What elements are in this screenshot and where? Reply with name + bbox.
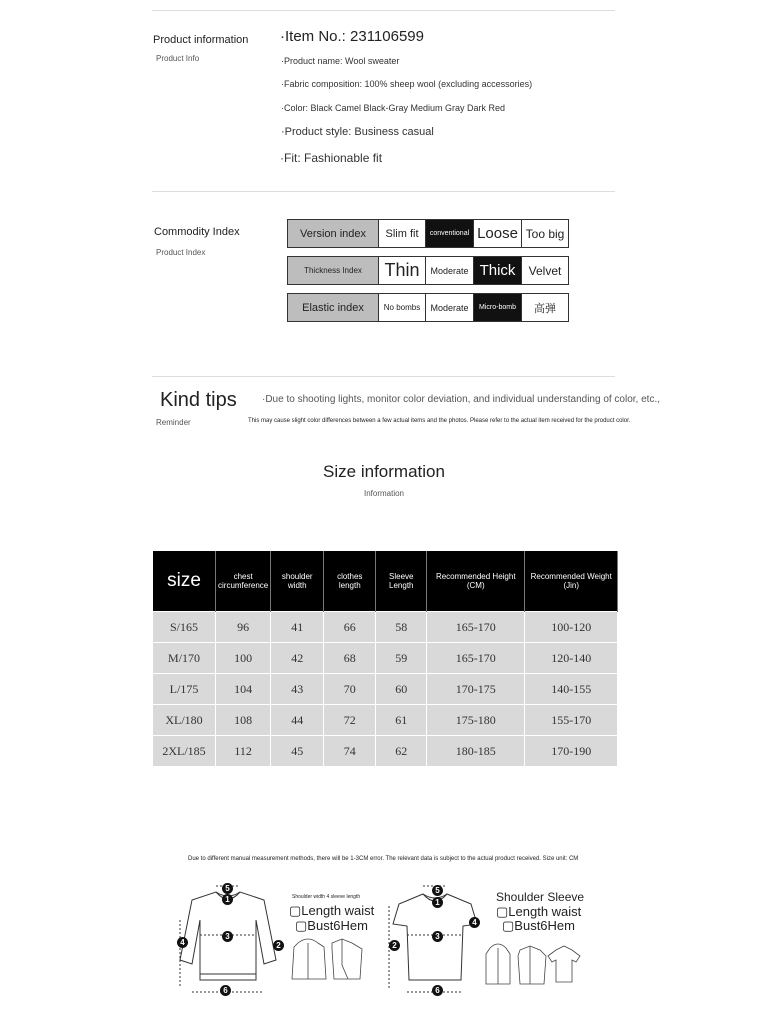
marker-box-icon: ▢ bbox=[289, 903, 302, 918]
kind-tips-title: Kind tips bbox=[160, 389, 237, 411]
elastic-index-row bbox=[287, 293, 569, 322]
cell-chest: 104 bbox=[216, 674, 271, 705]
marker-2-icon: 2 bbox=[273, 940, 284, 951]
cell-weight: 120-140 bbox=[525, 643, 618, 674]
marker-box-icon: ▢ bbox=[496, 904, 509, 919]
divider-top bbox=[152, 10, 615, 11]
version-index-label: Version index bbox=[287, 219, 379, 248]
header-shoulder: shoulder width bbox=[271, 551, 324, 612]
product-info-title: Product information bbox=[153, 34, 249, 46]
size-info-title: Size information bbox=[323, 462, 445, 481]
table-row bbox=[153, 612, 618, 643]
version-too-big: Too big bbox=[521, 219, 569, 248]
cell-size: S/165 bbox=[153, 612, 216, 643]
header-sleeve: Sleeve Length bbox=[376, 551, 427, 612]
cell-sleeve: 62 bbox=[376, 736, 427, 767]
cell-length: 72 bbox=[324, 705, 376, 736]
right-diagram-line1: ▢Length waist bbox=[496, 904, 582, 919]
marker-1-icon: 1 bbox=[222, 894, 233, 905]
fabric-composition: ·Fabric composition: 100% sheep wool (excluding accessories) bbox=[281, 79, 533, 89]
version-loose: Loose bbox=[473, 219, 522, 248]
left-diagram-small-label: Shoulder width 4 sleeve length bbox=[292, 894, 361, 900]
elastic-micro-bomb: Micro-bomb bbox=[473, 293, 522, 322]
measurement-note: Due to different manual measurement methods, there will be 1-3CM error. The relevant data is subject to the actual product received. Size unit: CM bbox=[188, 856, 579, 862]
marker-3-icon: 3 bbox=[222, 931, 233, 942]
cell-sleeve: 59 bbox=[376, 643, 427, 674]
table-row bbox=[153, 674, 618, 705]
cell-shoulder: 42 bbox=[271, 643, 324, 674]
elastic-no-bombs: No bombs bbox=[378, 293, 426, 322]
elastic-moderate: Moderate bbox=[425, 293, 474, 322]
cell-size: L/175 bbox=[153, 674, 216, 705]
kind-tips-subtitle: Reminder bbox=[156, 418, 191, 427]
marker-box-icon: ▢ bbox=[502, 918, 515, 933]
commodity-index-subtitle: Product Index bbox=[156, 248, 206, 257]
header-weight: Recommended Weight (Jin) bbox=[525, 551, 618, 612]
jacket-sketches bbox=[290, 935, 366, 985]
cell-size: M/170 bbox=[153, 643, 216, 674]
cell-shoulder: 41 bbox=[271, 612, 324, 643]
kind-tips-line1: ·Due to shooting lights, monitor color deviation, and individual understanding of color, etc., bbox=[262, 394, 661, 405]
header-height: Recommended Height (CM) bbox=[427, 551, 525, 612]
divider-index bbox=[152, 376, 615, 377]
marker-4-icon: 4 bbox=[469, 917, 480, 928]
cell-chest: 100 bbox=[216, 643, 271, 674]
thickness-thin: Thin bbox=[378, 256, 426, 285]
table-row bbox=[153, 643, 618, 674]
cell-length: 68 bbox=[324, 643, 376, 674]
cell-weight: 100-120 bbox=[525, 612, 618, 643]
table-row bbox=[153, 736, 618, 767]
commodity-index-title: Commodity Index bbox=[154, 226, 240, 238]
header-length: clothes length bbox=[324, 551, 376, 612]
marker-3-icon: 3 bbox=[432, 931, 443, 942]
marker-box-icon: ▢ bbox=[295, 918, 308, 933]
header-chest: chest circumference bbox=[216, 551, 271, 612]
kind-tips-line2: This may cause slight color differences between a few actual items and the photos. Please refer to the actual item received for the product color. bbox=[248, 418, 631, 424]
size-table-header bbox=[153, 551, 618, 612]
cell-weight: 155-170 bbox=[525, 705, 618, 736]
thickness-index-label: Thickness Index bbox=[287, 256, 379, 285]
version-slim: Slim fit bbox=[378, 219, 426, 248]
cell-chest: 112 bbox=[216, 736, 271, 767]
cell-sleeve: 60 bbox=[376, 674, 427, 705]
cell-height: 175-180 bbox=[427, 705, 525, 736]
item-number: ·Item No.: 231106599 bbox=[280, 28, 424, 45]
version-conventional: conventional bbox=[425, 219, 474, 248]
product-name: ·Product name: Wool sweater bbox=[281, 56, 400, 66]
cell-size: XL/180 bbox=[153, 705, 216, 736]
cell-height: 170-175 bbox=[427, 674, 525, 705]
product-info-subtitle: Product Info bbox=[156, 54, 200, 63]
divider-info bbox=[152, 191, 615, 192]
marker-5-icon: 5 bbox=[222, 883, 233, 894]
cell-sleeve: 61 bbox=[376, 705, 427, 736]
marker-6-icon: 6 bbox=[432, 985, 443, 996]
cell-sleeve: 58 bbox=[376, 612, 427, 643]
header-size: size bbox=[153, 551, 216, 612]
elastic-high: 高弹 bbox=[521, 293, 569, 322]
marker-6-icon: 6 bbox=[220, 985, 231, 996]
product-fit: ·Fit: Fashionable fit bbox=[280, 151, 383, 165]
left-diagram-line2: ▢Bust6Hem bbox=[295, 918, 368, 933]
product-color: ·Color: Black Camel Black-Gray Medium Gray Dark Red bbox=[281, 103, 506, 113]
size-info-subtitle: Information bbox=[363, 489, 405, 498]
cell-chest: 96 bbox=[216, 612, 271, 643]
marker-1-icon: 1 bbox=[432, 897, 443, 908]
cell-weight: 170-190 bbox=[525, 736, 618, 767]
cell-length: 70 bbox=[324, 674, 376, 705]
cell-shoulder: 43 bbox=[271, 674, 324, 705]
table-row bbox=[153, 705, 618, 736]
product-style: ·Product style: Business casual bbox=[281, 126, 434, 138]
cell-chest: 108 bbox=[216, 705, 271, 736]
version-index-row bbox=[287, 219, 569, 248]
elastic-index-label: Elastic index bbox=[287, 293, 379, 322]
cell-length: 74 bbox=[324, 736, 376, 767]
thickness-moderate: Moderate bbox=[425, 256, 474, 285]
thickness-index-row bbox=[287, 256, 569, 285]
cell-height: 180-185 bbox=[427, 736, 525, 767]
cell-weight: 140-155 bbox=[525, 674, 618, 705]
marker-5-icon: 5 bbox=[432, 885, 443, 896]
thickness-velvet: Velvet bbox=[521, 256, 569, 285]
cell-height: 165-170 bbox=[427, 643, 525, 674]
cell-shoulder: 44 bbox=[271, 705, 324, 736]
marker-2-icon: 2 bbox=[389, 940, 400, 951]
marker-4-icon: 4 bbox=[177, 937, 188, 948]
shirt-sketches bbox=[484, 940, 582, 988]
thickness-thick: Thick bbox=[473, 256, 522, 285]
cell-shoulder: 45 bbox=[271, 736, 324, 767]
right-diagram-line2: ▢Bust6Hem bbox=[502, 918, 575, 933]
right-diagram-line0: Shoulder Sleeve bbox=[496, 890, 585, 904]
cell-height: 165-170 bbox=[427, 612, 525, 643]
size-table bbox=[153, 551, 618, 766]
cell-length: 66 bbox=[324, 612, 376, 643]
cell-size: 2XL/185 bbox=[153, 736, 216, 767]
left-diagram-line1: ▢Length waist bbox=[289, 903, 375, 918]
